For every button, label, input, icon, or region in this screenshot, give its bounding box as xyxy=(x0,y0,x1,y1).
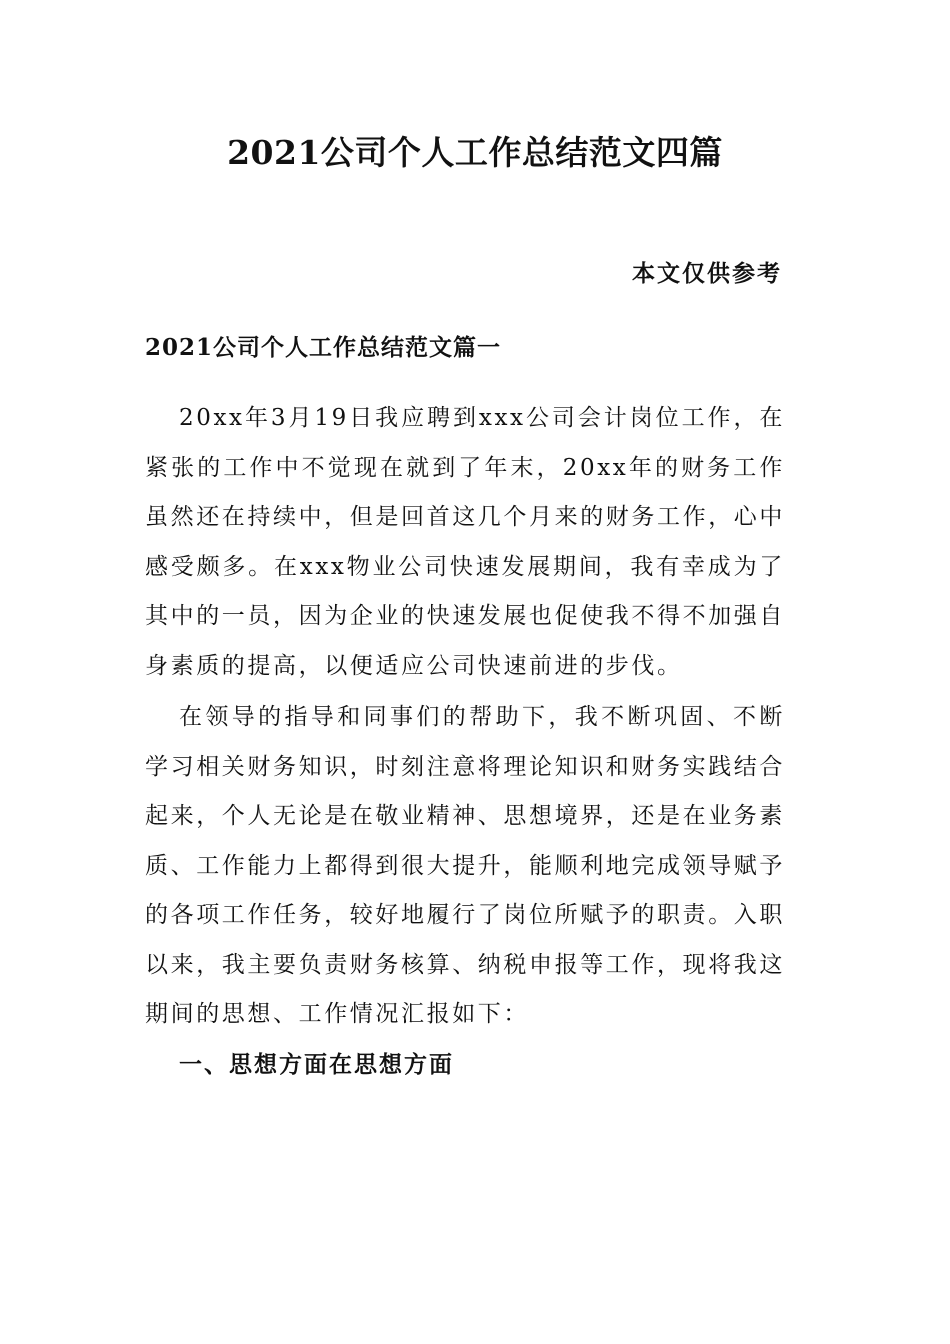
reference-note: 本文仅供参考 xyxy=(632,260,782,287)
body-paragraph-1: 20xx年3月19日我应聘到xxx公司会计岗位工作，在紧张的工作中不觉现在就到了年末，20xx年的财务工作虽然还在持续中，但是回首这几个月来的财务工作，心中感受颇多。在xxx物业公司快速发展期间，我有幸成为了其中的一员，因为企业的快速发展也促使我不得不加强自身素质的提高，以便适应公司快速前进的步伐。 xyxy=(145,405,785,679)
section-heading: 2021公司个人工作总结范文篇一 xyxy=(145,334,502,361)
body-paragraph-2: 在领导的指导和同事们的帮助下，我不断巩固、不断学习相关财务知识，时刻注意将理论知识和财务实践结合起来，个人无论是在敬业精神、思想境界，还是在业务素质、工作能力上都得到很大提升，能顺利地完成领导赋予的各项工作任务，较好地履行了岗位所赋予的职责。入职以来，我主要负责财务核算、纳税申报等工作，现将我这期间的思想、工作情况汇报如下： xyxy=(145,704,785,1027)
sub-heading: 一、思想方面在思想方面 xyxy=(179,1051,454,1078)
document-title: 2021公司个人工作总结范文四篇 xyxy=(227,133,723,172)
